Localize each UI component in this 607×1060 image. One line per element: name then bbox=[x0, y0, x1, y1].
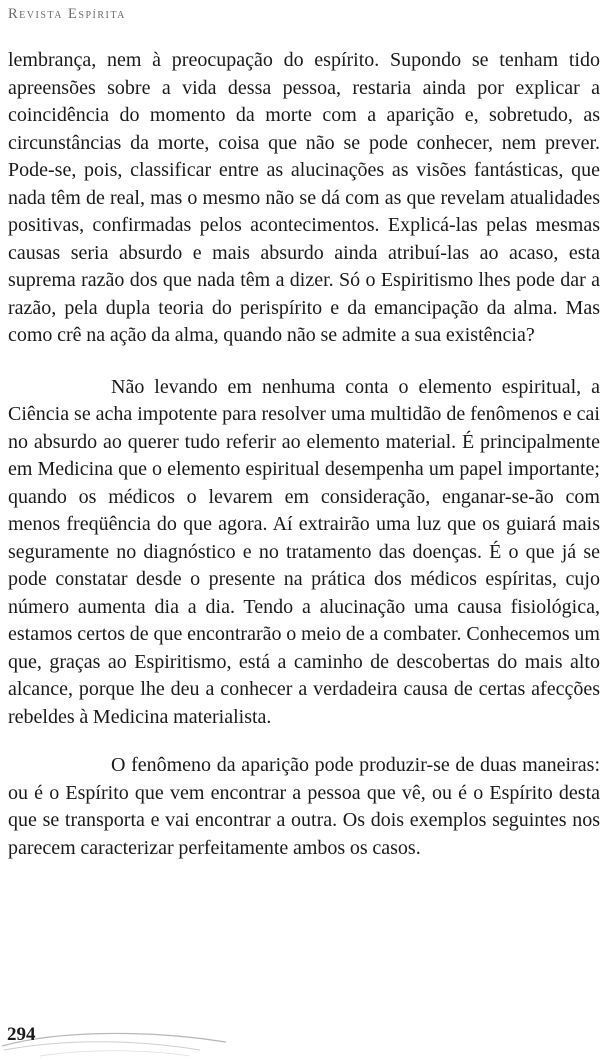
paragraph-1: lembrança, nem à preocupação do espírito. Supondo se tenham tido apreensões sobre a vida dessa pessoa, restaria ainda por explicar a coincidência do momento da morte com a aparição e, sobretudo, as circunstâncias da morte, coisa que não se pode conhecer, nem prever. Pode-se, pois, classificar entre as alucinações as visões fantásticas, que nada têm de real, mas o mesmo não se dá com as que revelam atualidades positivas, confirmadas pelos acontecimentos. Explicá-las pelas mesmas causas seria absurdo e mais absurdo ainda atribuí-las ao acaso, esta suprema razão dos que nada têm a dizer. Só o Espiritismo lhes pode dar a razão, pela dupla teoria do perispírito e da emancipação da alma. Mas como crê na ação da alma, quando não se admite a sua existência? bbox=[8, 49, 600, 346]
page-number: 294 bbox=[7, 1024, 36, 1045]
running-head-title: Revista Espírita bbox=[8, 6, 126, 22]
paragraph-3: O fenômeno da aparição pode produzir-se de duas maneiras: ou é o Espírito que vem encontrar a pessoa que vê, ou é o Espírito desta que se transporta e vai encontrar a outra. Os dois exemplos seguintes nos parecem caracterizar perfeitamente ambos os casos. bbox=[8, 754, 600, 859]
page-body bbox=[8, 47, 600, 862]
paragraph-2: Não levando em nenhuma conta o elemento espiritual, a Ciência se acha impotente para resolver uma multidão de fenômenos e cai no absurdo ao querer tudo referir ao elemento material. É principalmente em Medicina que o elemento espiritual desempenha um papel importante; quando os médicos o levarem em consideração, enganar-se-ão com menos freqüência do que agora. Aí extrairão uma luz que os guiará mais seguramente no diagnóstico e no tratamento das doenças. É o que já se pode constatar desde o presente na prática dos médicos espíritas, cujo número aumenta dia a dia. Tendo a alucinação uma causa fisiológica, estamos certos de que encontrarão o meio de a combater. Conhecemos um que, graças ao Espiritismo, está a caminho de descobertas do mais alto alcance, porque lhe deu a conhecer a verdadeira causa de certas afecções rebeldes à Medicina materialista. bbox=[8, 375, 600, 728]
